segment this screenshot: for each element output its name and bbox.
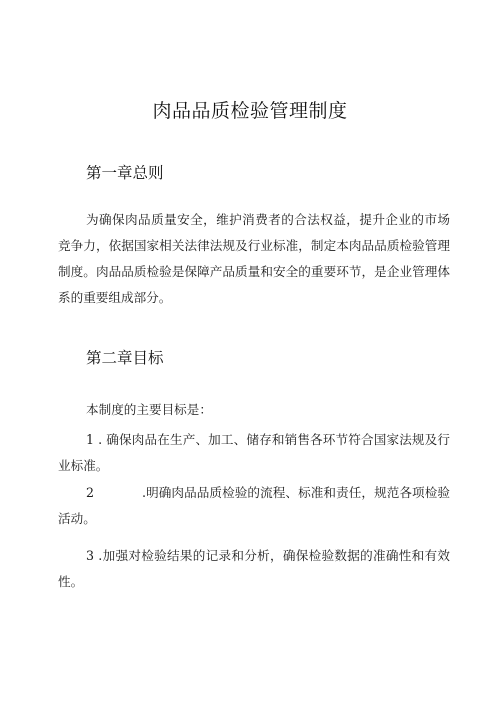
goal-item-2 (58, 480, 450, 532)
goal-item-2-number: 2 (86, 485, 95, 500)
chapter-1-heading: 第一章总则 (86, 164, 164, 182)
chapter-2-heading: 第二章目标 (86, 349, 164, 367)
document-title: 肉品品质检验管理制度 (152, 100, 348, 122)
chapter-2-intro: 本制度的主要目标是： (86, 402, 212, 417)
goal-item-2-text: .明确肉品品质检验的流程、标准和责任，规范各项检验活动。 (58, 485, 450, 526)
goal-item-3: 3 .加强对检验结果的记录和分析，确保检验数据的准确性和有效性。 (58, 548, 450, 589)
chapter-1-paragraph: 为确保肉品质量安全，维护消费者的合法权益，提升企业的市场竞争力，依据国家相关法律法规及行业标准，制定本肉品品质检验管理制度。肉品品质检验是保障产品质量和安全的重要环节，是企业管理体系的重要组成部分。 (58, 212, 450, 305)
goal-item-1: 1 . 确保肉品在生产、加工、储存和销售各环节符合国家法规及行业标准。 (58, 432, 450, 473)
